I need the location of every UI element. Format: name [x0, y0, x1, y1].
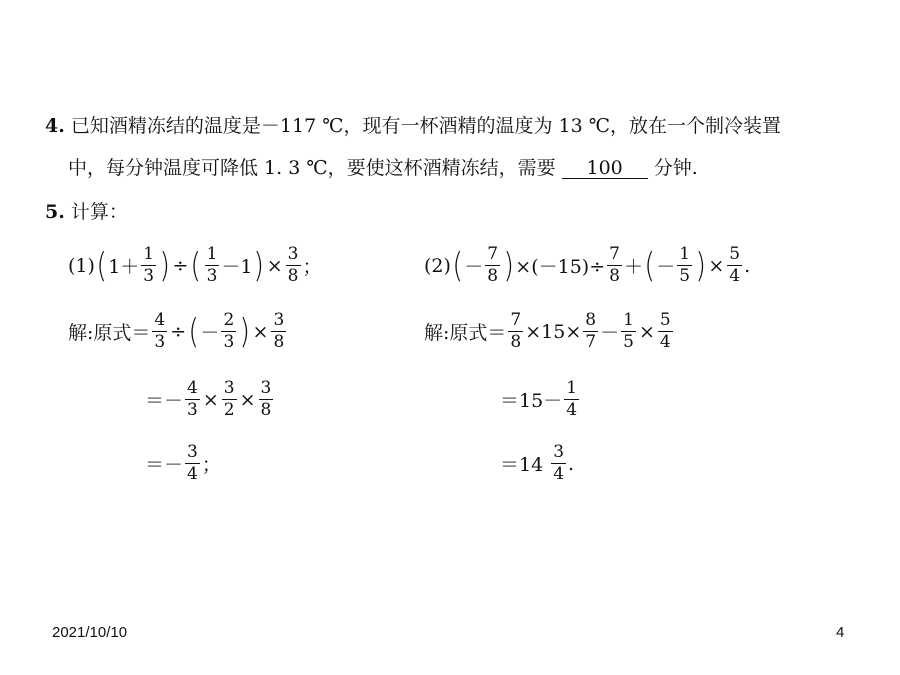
denominator: 4 [659, 332, 671, 352]
fraction [508, 312, 523, 351]
numerator: 3 [287, 244, 299, 264]
numerator: 7 [510, 310, 522, 330]
denominator: 4 [566, 400, 578, 420]
solution-2-step-2 [500, 380, 581, 419]
fraction [677, 246, 692, 285]
right-paren: ) [239, 311, 251, 352]
left-paren: ( [190, 245, 202, 286]
denominator: 8 [609, 266, 620, 286]
numerator: 3 [553, 442, 565, 462]
fraction [271, 312, 286, 351]
times-sign: × [202, 388, 219, 411]
fraction [205, 246, 220, 285]
numerator: 1 [679, 244, 691, 264]
plus-sign: ＋ [623, 256, 643, 278]
right-paren: ) [253, 245, 265, 286]
question-4-line-2 [68, 159, 698, 179]
fraction [485, 246, 500, 285]
denominator: 3 [143, 266, 155, 286]
denominator: 3 [206, 266, 218, 286]
denominator: 4 [729, 266, 741, 286]
fraction [141, 246, 156, 285]
period: . [568, 452, 575, 475]
numerator: 1 [623, 310, 634, 330]
fraction [259, 380, 274, 419]
left-paren: ( [452, 245, 463, 286]
times-sign: × [266, 254, 283, 277]
question-4-line-1 [45, 117, 781, 136]
question-5-label: 计算： [70, 201, 128, 223]
solution-2-step-1 [424, 312, 675, 351]
numerator: 4 [187, 378, 198, 398]
numerator: 4 [154, 310, 166, 330]
problem-1-expression [68, 246, 322, 285]
equals-whole: ＝14 [500, 454, 544, 476]
left-paren: ( [644, 245, 655, 286]
divide-sign: ÷ [170, 320, 187, 343]
fraction [658, 312, 673, 351]
denominator: 8 [260, 400, 272, 420]
period: . [744, 254, 751, 277]
times-sign: × [239, 388, 256, 411]
fraction [564, 380, 579, 419]
solution-label: 解:原式＝ [68, 322, 151, 344]
denominator: 3 [223, 332, 235, 352]
solution-1-step-3 [145, 444, 221, 483]
question-4-text-1: 已知酒精冻结的温度是－117 ℃，现有一杯酒精的温度为 13 ℃，放在一个制冷装置 [70, 115, 781, 137]
problem-1-tag: (1) [68, 254, 95, 277]
denominator: 3 [187, 400, 198, 420]
right-paren: ) [503, 245, 514, 286]
times-sign: × [708, 254, 725, 277]
solution-2-step-3 [500, 444, 574, 483]
problem-2-tag: (2) [424, 254, 451, 277]
numerator: 3 [273, 310, 285, 330]
fraction [185, 380, 200, 419]
numerator: 1 [143, 244, 155, 264]
denominator: 3 [154, 332, 166, 352]
denominator: 5 [679, 266, 691, 286]
equals-expression: ＝15－ [500, 390, 563, 412]
fraction [185, 444, 200, 483]
fraction [607, 246, 622, 285]
denominator: 8 [487, 266, 499, 286]
equals-negative: ＝－ [145, 454, 184, 476]
footer-date: 2021/10/10 [52, 624, 128, 641]
fraction [551, 444, 566, 483]
times-sign: × [638, 320, 655, 343]
numerator: 1 [206, 244, 218, 264]
numerator: 5 [659, 310, 671, 330]
numerator: 2 [223, 310, 235, 330]
answer-blank: 100 [562, 159, 648, 179]
denominator: 4 [553, 464, 565, 484]
term-one-plus: 1＋ [108, 256, 140, 278]
divide-sign: ÷ [172, 254, 189, 277]
denominator: 8 [273, 332, 285, 352]
fraction [583, 312, 598, 351]
numerator: 3 [260, 378, 272, 398]
solution-label: 解:原式＝ [424, 322, 507, 344]
right-paren: ) [159, 245, 171, 286]
denominator: 4 [187, 464, 198, 484]
denominator: 7 [585, 332, 597, 352]
fraction [221, 312, 236, 351]
question-4-text-2: 中，每分钟温度可降低 1. 3 ℃，要使这杯酒精冻结，需要 [68, 157, 556, 179]
left-paren: ( [188, 311, 200, 352]
page-number: 4 [836, 624, 845, 641]
minus-sign: － [600, 322, 620, 344]
solution-1-step-1 [68, 312, 288, 351]
denominator: 2 [223, 400, 235, 420]
right-paren: ) [695, 245, 707, 286]
fraction [152, 312, 167, 351]
question-5-heading [45, 203, 128, 222]
denominator: 5 [623, 332, 634, 352]
times-sign: × [252, 320, 269, 343]
numerator: 1 [566, 378, 578, 398]
negative-sign: － [656, 256, 676, 278]
question-5-number: 5. [45, 201, 65, 223]
numerator: 5 [729, 244, 741, 264]
negative-sign: － [464, 256, 484, 278]
semicolon: ； [201, 454, 221, 476]
minus-one: －1 [221, 256, 253, 278]
numerator: 8 [585, 310, 597, 330]
fraction [286, 246, 301, 285]
denominator: 8 [510, 332, 522, 352]
fraction [727, 246, 742, 285]
equals-negative: ＝－ [145, 390, 184, 412]
numerator: 3 [187, 442, 198, 462]
middle-terms: ×(－15)÷ [515, 256, 606, 278]
left-paren: ( [96, 245, 107, 286]
negative-sign: － [200, 322, 220, 344]
middle-terms: ×15× [525, 320, 582, 343]
numerator: 3 [223, 378, 235, 398]
question-4-text-3: 分钟. [653, 157, 698, 179]
problem-2-expression [424, 246, 750, 285]
fraction [621, 312, 636, 351]
fraction [222, 380, 237, 419]
numerator: 7 [609, 244, 620, 264]
denominator: 8 [287, 266, 299, 286]
question-4-number: 4. [45, 115, 65, 137]
numerator: 7 [487, 244, 499, 264]
semicolon: ； [302, 256, 322, 278]
solution-1-step-2 [145, 380, 275, 419]
